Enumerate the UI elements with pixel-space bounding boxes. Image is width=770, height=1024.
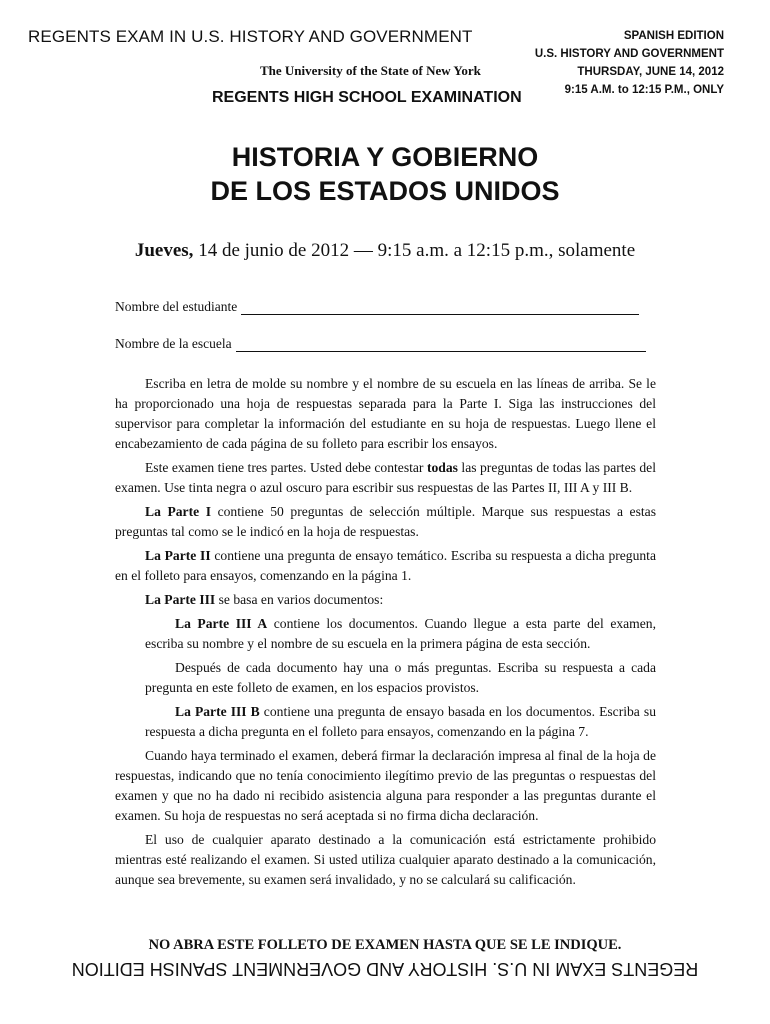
student-name-label: Nombre del estudiante (115, 299, 238, 314)
exam-header-title: REGENTS EXAM IN U.S. HISTORY AND GOVERNMENT (28, 27, 473, 46)
instruction-paragraph: La Parte III A contiene los documentos. Cuando llegue a esta parte del examen, escriba su nombre y el nombre de su escuela en la primera página de esta sección. (145, 616, 656, 651)
instruction-paragraph: Escriba en letra de molde su nombre y el nombre de su escuela en las líneas de arriba. Se le ha proporcionado una hoja de respuestas separada para la Parte I. Siga las instrucciones del supervisor para completar la información del estudiante en su hoja de respuestas. Luego llene el encabezamiento de cada página de su folleto para escribir los ensayos. (115, 376, 656, 451)
edition-line: THURSDAY, JUNE 14, 2012 (577, 66, 724, 78)
upside-down-footer: REGENTS EXAM IN U.S. HISTORY AND GOVERNMENT SPANISH EDITION (71, 959, 699, 979)
instruction-paragraph: El uso de cualquier aparato destinado a la comunicación está estrictamente prohibido mientras esté realizando el examen. Si usted utiliza cualquier aparato destinado a la comunicación, aunque sea brevemente, su examen será invalidado, y no se calculará su calificación. (115, 832, 656, 887)
instruction-paragraph: Cuando haya terminado el examen, deberá firmar la declaración impresa al final de la hoja de respuestas, indicando que no tenía conocimiento ilegítimo previo de las preguntas o respuestas del examen y que no ha dado ni recibido asistencia alguna para responder a las preguntas durante el examen. Su hoja de respuestas no será aceptada si no firma dicha declaración. (115, 748, 656, 823)
university-name: The University of the State of New York (260, 63, 481, 78)
page-title-line-2: DE LOS ESTADOS UNIDOS (210, 176, 560, 206)
school-name-line[interactable] (236, 339, 646, 352)
student-name-line[interactable] (241, 302, 639, 315)
exam-date-time: 14 de junio de 2012 — 9:15 a.m. a 12:15 p.m., solamente (198, 240, 636, 261)
instructions (115, 374, 656, 894)
instruction-paragraph: Este examen tiene tres partes. Usted debe contestar todas las preguntas de todas las partes del examen. Use tinta negra o azul oscuro para escribir sus respuestas de las Partes II, III A y III B. (115, 460, 656, 495)
instruction-paragraph: La Parte III se basa en varios documentos: (145, 592, 384, 607)
school-name-label: Nombre de la escuela (115, 336, 232, 351)
school-name-field[interactable] (115, 336, 646, 352)
student-name-field[interactable] (115, 299, 639, 315)
page-title-line-1: HISTORIA Y GOBIERNO (231, 142, 539, 172)
instruction-paragraph: La Parte III B contiene una pregunta de ensayo basada en los documentos. Escriba su respuesta a dicha pregunta en el folleto para ensayos, comenzando en la página 7. (145, 704, 656, 739)
instruction-paragraph: Después de cada documento hay una o más preguntas. Escriba su respuesta a cada pregunta en este folleto de examen, en los espacios provistos. (145, 660, 656, 695)
exam-type: REGENTS HIGH SCHOOL EXAMINATION (212, 89, 522, 106)
edition-line: U.S. HISTORY AND GOVERNMENT (534, 48, 724, 60)
do-not-open-warning: NO ABRA ESTE FOLLETO DE EXAMEN HASTA QUE SE LE INDIQUE. (148, 937, 622, 953)
instruction-paragraph: La Parte II contiene una pregunta de ensayo temático. Escriba su respuesta a dicha pregunta en el folleto para ensayos, comenzando en la página 1. (115, 548, 656, 583)
exam-day: Jueves, (134, 240, 194, 261)
instruction-paragraph: La Parte I contiene 50 preguntas de selección múltiple. Marque sus respuestas a estas preguntas tal como se le indicó en la hoja de respuestas. (115, 504, 656, 539)
exam-date-line (0, 240, 770, 262)
edition-info (535, 27, 724, 99)
edition-line: 9:15 A.M. to 12:15 P.M., ONLY (564, 84, 724, 96)
edition-line: SPANISH EDITION (623, 30, 724, 42)
